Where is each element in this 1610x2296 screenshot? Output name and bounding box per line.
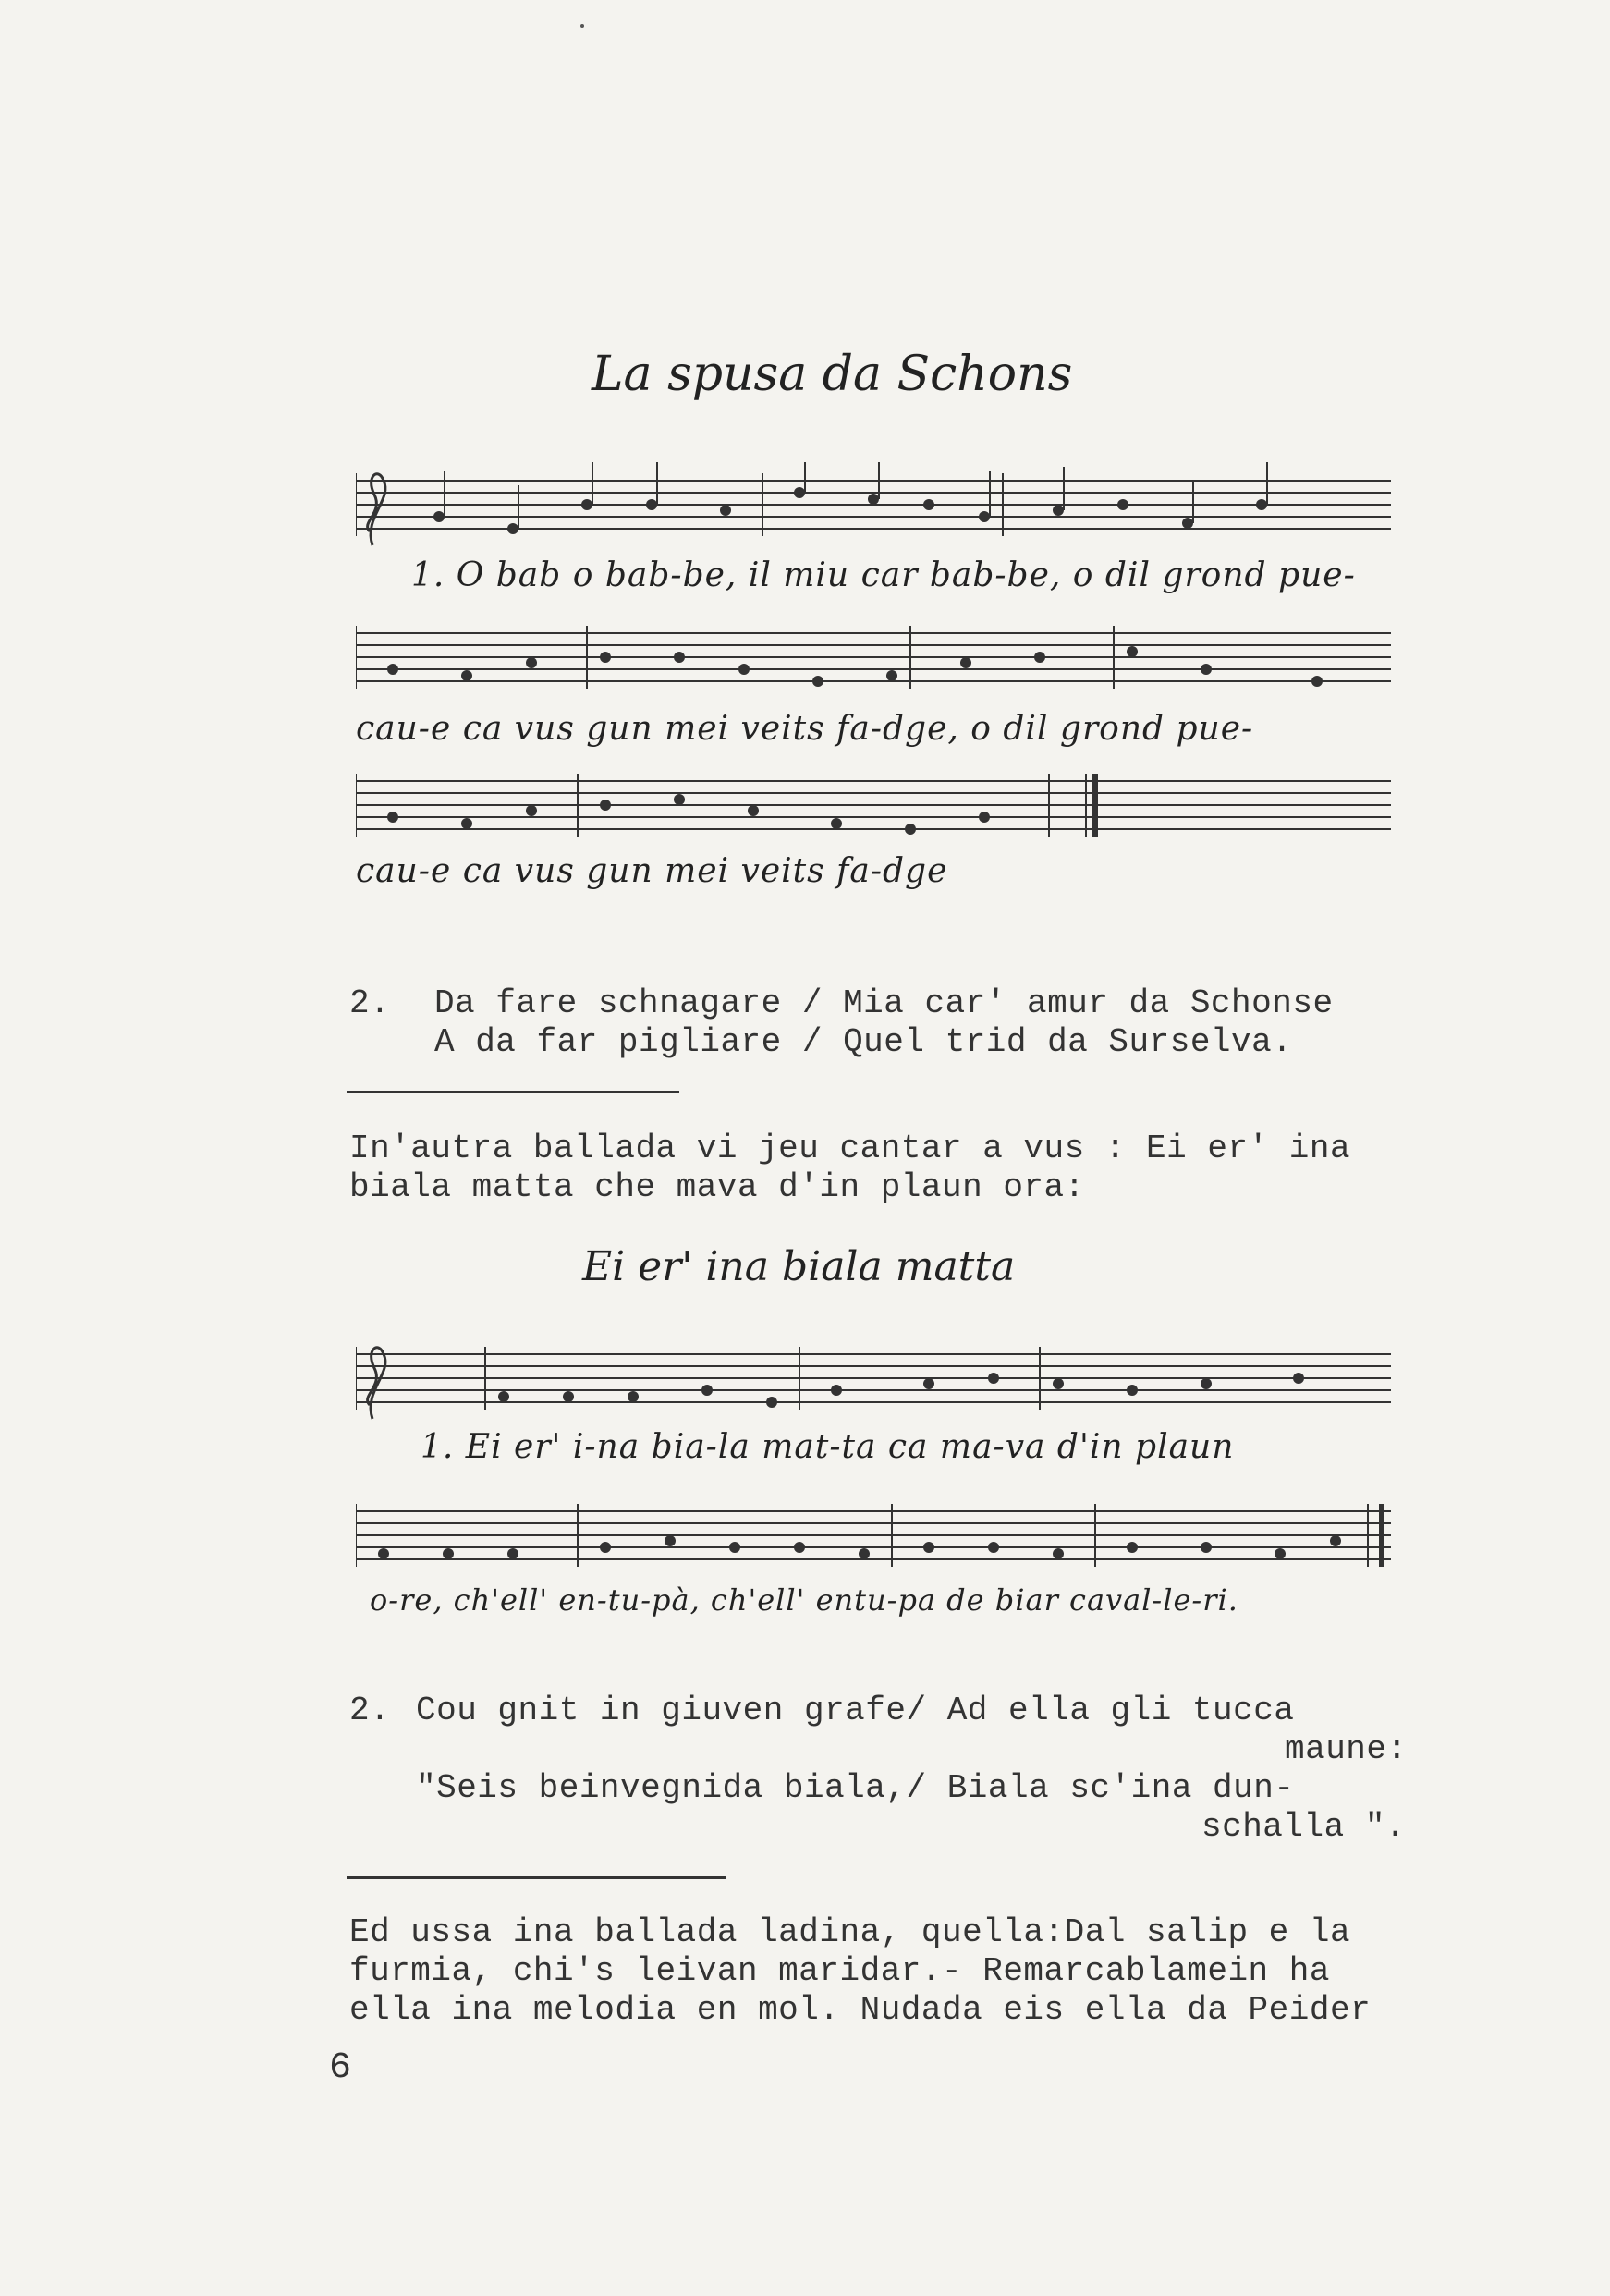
verse-number: 2. — [349, 1691, 391, 1729]
paper-speck — [580, 24, 584, 28]
lyric-line: cau-e ca vus gun mei veits fa-dge, o dil grond pue- — [356, 710, 1254, 748]
lyric-line: 1. O bab o bab-be, il miu car bab-be, o dil grond pue- — [411, 556, 1356, 594]
lyric-line: 1. Ei er' i-na bia-la mat-ta ca ma-va d'in plaun — [421, 1428, 1235, 1466]
verse-line: A da far pigliare / Quel trid da Surselva. — [434, 1023, 1293, 1061]
music-staff-2a — [356, 1336, 1391, 1428]
verse-line: Cou gnit in giuven grafe/ Ad ella gli tucca — [416, 1691, 1295, 1729]
song-title-1: La spusa da Schons — [592, 347, 1073, 402]
verse-line: maune: — [1285, 1730, 1408, 1768]
verse-line: Da fare schnagare / Mia car' amur da Schonse — [434, 984, 1334, 1022]
page-number: 6 — [329, 2047, 352, 2089]
paragraph-line: furmia, chi's leivan maridar.- Remarcablamein ha — [349, 1952, 1330, 1990]
paragraph-line: biala matta che mava d'in plaun ora: — [349, 1168, 1085, 1206]
lyric-line: o-re, ch'ell' en-tu-pà, ch'ell' entu-pa de biar caval-le-ri. — [370, 1582, 1238, 1618]
paragraph-line: Ed ussa ina ballada ladina, quella:Dal salip e la — [349, 1913, 1351, 1951]
verse-line: schalla ". — [1201, 1808, 1407, 1846]
lyric-line: cau-e ca vus gun mei veits fa-dge — [356, 852, 948, 890]
verse-line: "Seis beinvegnida biala,/ Biala sc'ina dun- — [416, 1769, 1295, 1807]
music-staff-1b — [356, 615, 1391, 707]
music-staff-1a — [356, 462, 1391, 555]
music-staff-1c — [356, 763, 1391, 855]
paragraph-line: ella ina melodia en mol. Nudada eis ella da Peider — [349, 1991, 1372, 2029]
song-title-2: Ei er' ina biala matta — [582, 1243, 1016, 1290]
paragraph-line: In'autra ballada vi jeu cantar a vus : Ei er' ina — [349, 1130, 1351, 1167]
separator-rule — [347, 1091, 679, 1093]
music-staff-2b — [356, 1493, 1391, 1585]
verse-number: 2. — [349, 984, 391, 1022]
separator-rule — [347, 1876, 726, 1879]
